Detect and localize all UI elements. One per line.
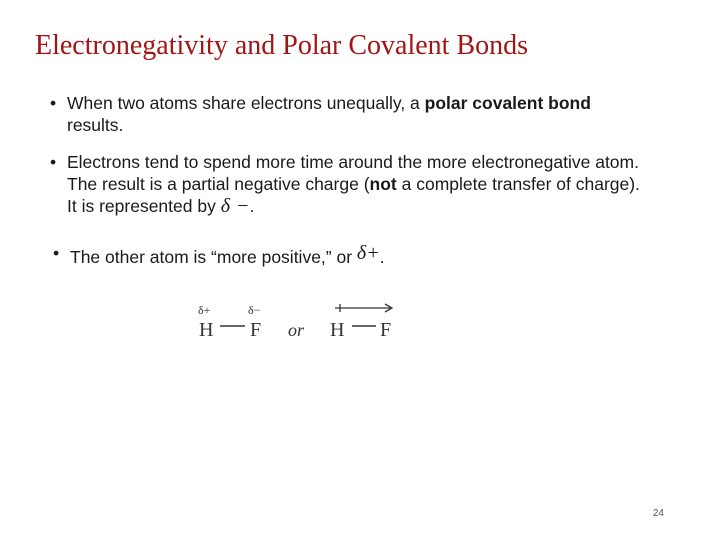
bullet-1-text: When two atoms share electrons unequally, a <box>67 93 425 113</box>
fluorine-atom: F <box>250 319 262 341</box>
bullet-item-1 <box>50 92 647 136</box>
delta-symbol: δ <box>220 195 230 217</box>
partial-negative-label: δ− <box>248 303 261 317</box>
bullet-3-end: . <box>379 247 385 267</box>
hydrogen-atom: H <box>330 319 345 341</box>
bullet-2-text: Electrons tend to spend more time around the more electronegative atom. The result is a partial negative charge ( <box>67 152 639 194</box>
partial-positive-label: δ+ <box>198 303 211 317</box>
hf-dipole-figure <box>190 296 410 346</box>
bullet-dot: • <box>53 243 60 263</box>
bullet-1-bold-term: polar covalent bond <box>424 93 591 113</box>
bullet-dot: • <box>50 152 57 172</box>
hydrogen-atom: H <box>199 319 214 341</box>
bullet-3-text: The other atom is “more positive,” or <box>70 247 357 267</box>
bullet-item-2 <box>50 151 647 217</box>
bullet-item-3 <box>53 242 650 268</box>
minus-sign: − <box>236 195 250 217</box>
bullet-2-bold-term: not <box>369 174 397 194</box>
bullet-dot: • <box>50 93 57 113</box>
or-connector: or <box>288 320 305 340</box>
bullet-1-text-end: results. <box>67 115 124 135</box>
bullet-2-text-cont: a complete transfer of charge). It is represented by <box>67 174 640 216</box>
slide-title: Electronegativity and Polar Covalent Bonds <box>35 30 529 61</box>
page-number: 24 <box>652 508 664 519</box>
bullet-2-end: . <box>249 196 255 216</box>
plus-sign: + <box>366 242 380 264</box>
delta-symbol: δ <box>356 242 367 264</box>
fluorine-atom: F <box>380 319 392 341</box>
